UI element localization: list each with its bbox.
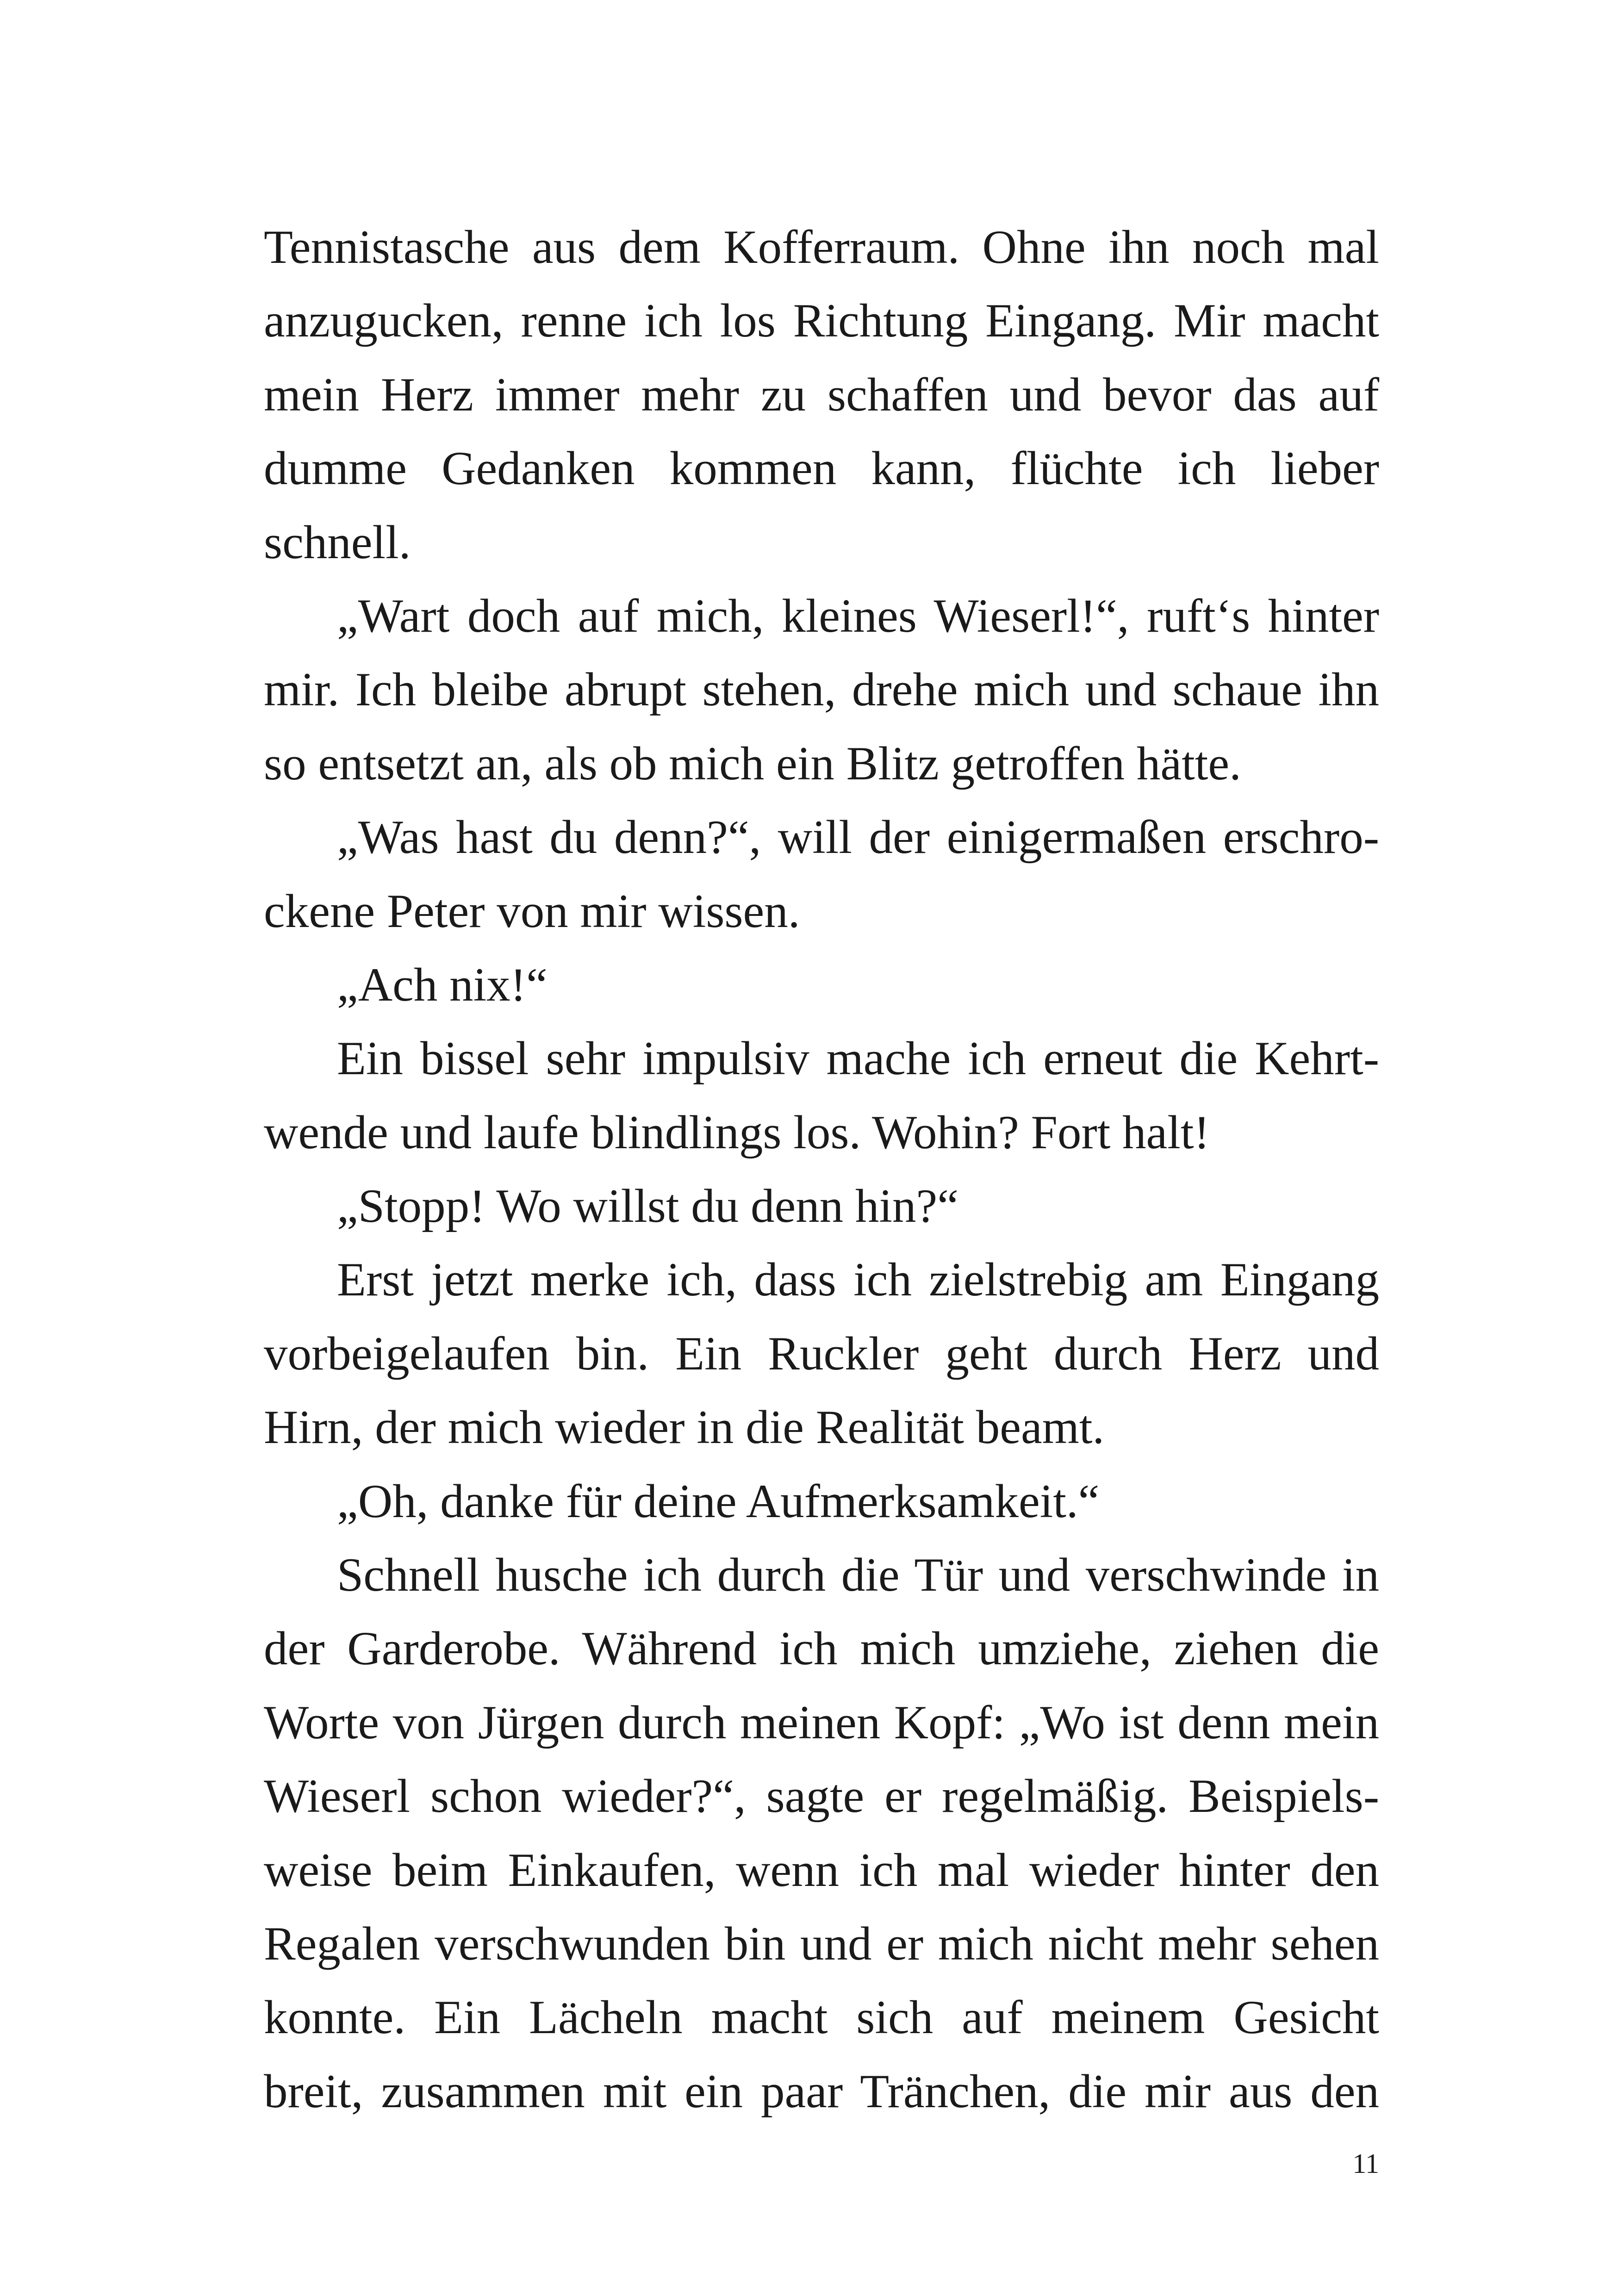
text-line: Regalen verschwunden bin und er mich nicht mehr sehen [264, 1917, 1379, 1970]
text-line: der Garderobe. Während ich mich umziehe, ziehen die [264, 1622, 1379, 1675]
text-line: weise beim Einkaufen, wenn ich mal wieder hinter den [264, 1843, 1379, 1897]
text-line: dumme Gedanken kommen kann, flüchte ich lieber [264, 442, 1379, 495]
text-line: „Wart doch auf mich, kleines Wieserl!“, ruft‘s hinter [337, 589, 1379, 642]
text-line: „Was hast du denn?“, will der einigermaßen erschro- [337, 811, 1379, 864]
text-line: Erst jetzt merke ich, dass ich zielstrebig am Eingang [337, 1253, 1379, 1307]
text-line: „Oh, danke für deine Aufmerksamkeit.“ [337, 1475, 1100, 1528]
text-line: so entsetzt an, als ob mich ein Blitz getroffen hätte. [264, 737, 1241, 790]
text-line: Worte von Jürgen durch meinen Kopf: „Wo ist denn mein [264, 1696, 1379, 1749]
body-text [264, 211, 1379, 2128]
text-line: Ein bissel sehr impulsiv mache ich erneut die Kehrt- [337, 1032, 1379, 1085]
text-line: Wieserl schon wieder?“, sagte er regelmäßig. Beispiels- [264, 1770, 1379, 1823]
text-line: Hirn, der mich wieder in die Realität beamt. [264, 1401, 1105, 1454]
text-line: vorbeigelaufen bin. Ein Ruckler geht durch Herz und [264, 1327, 1379, 1380]
text-line: „Ach nix!“ [337, 958, 548, 1011]
text-line: anzugucken, renne ich los Richtung Eingang. Mir macht [264, 294, 1379, 348]
text-line: mir. Ich bleibe abrupt stehen, drehe mich und schaue ihn [264, 663, 1379, 716]
text-line: wende und laufe blindlings los. Wohin? Fort halt! [264, 1106, 1210, 1159]
page-number: 11 [1352, 2148, 1379, 2179]
text-line: schnell. [264, 516, 411, 569]
text-line: Schnell husche ich durch die Tür und verschwinde in [337, 1549, 1379, 1602]
text-line: Tennistasche aus dem Kofferraum. Ohne ihn noch mal [264, 221, 1379, 274]
text-line: konnte. Ein Lächeln macht sich auf meinem Gesicht [264, 1991, 1379, 2044]
text-line: ckene Peter von mir wissen. [264, 884, 800, 938]
text-line: breit, zusammen mit ein paar Tränchen, die mir aus den [264, 2065, 1379, 2118]
text-line: „Stopp! Wo willst du denn hin?“ [337, 1180, 958, 1233]
text-line: mein Herz immer mehr zu schaffen und bevor das auf [264, 368, 1379, 421]
